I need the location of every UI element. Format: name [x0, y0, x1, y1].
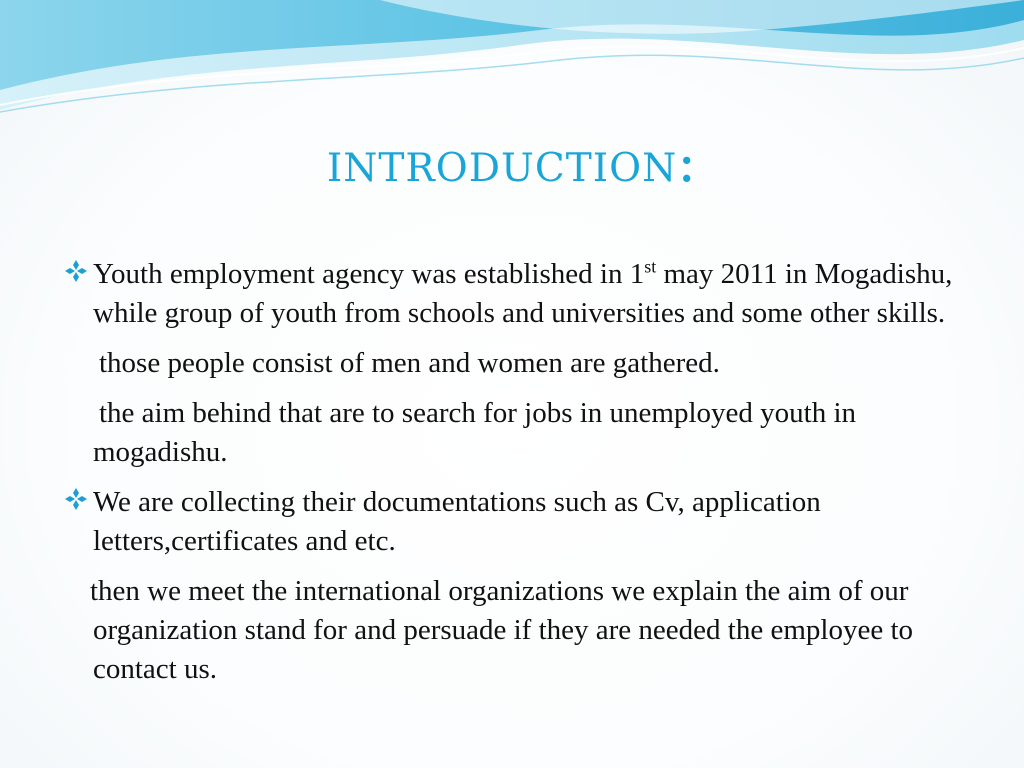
slide-title: introduction:: [326, 130, 698, 195]
paragraph-3: the aim behind that are to search for jobs in unemployed youth in mogadishu.: [93, 397, 857, 468]
diamond-bullet-icon: [62, 257, 90, 285]
bullet-paragraph-1: [62, 255, 962, 333]
ordinal-superscript: st: [644, 256, 657, 277]
diamond-bullet-icon: [62, 485, 90, 513]
slide-body: [62, 255, 962, 689]
bullet-2-text: We are collecting their documentations such as Cv, application letters,certificates and etc.: [93, 486, 821, 557]
bullet-1-text-b: may 2011 in Mogadishu, while group of youth from schools and universities and some other skills.: [93, 258, 953, 329]
header-wave-decoration: [0, 0, 1024, 120]
bullet-paragraph-2: [62, 483, 962, 561]
bullet-1-text-a: Youth employment agency was established in 1: [93, 258, 645, 290]
paragraph-5: then we meet the international organizations we explain the aim of our organization stand for and persuade if they are needed the employee to contact us.: [90, 575, 914, 685]
paragraph-2: those people consist of men and women are gathered.: [99, 347, 720, 379]
